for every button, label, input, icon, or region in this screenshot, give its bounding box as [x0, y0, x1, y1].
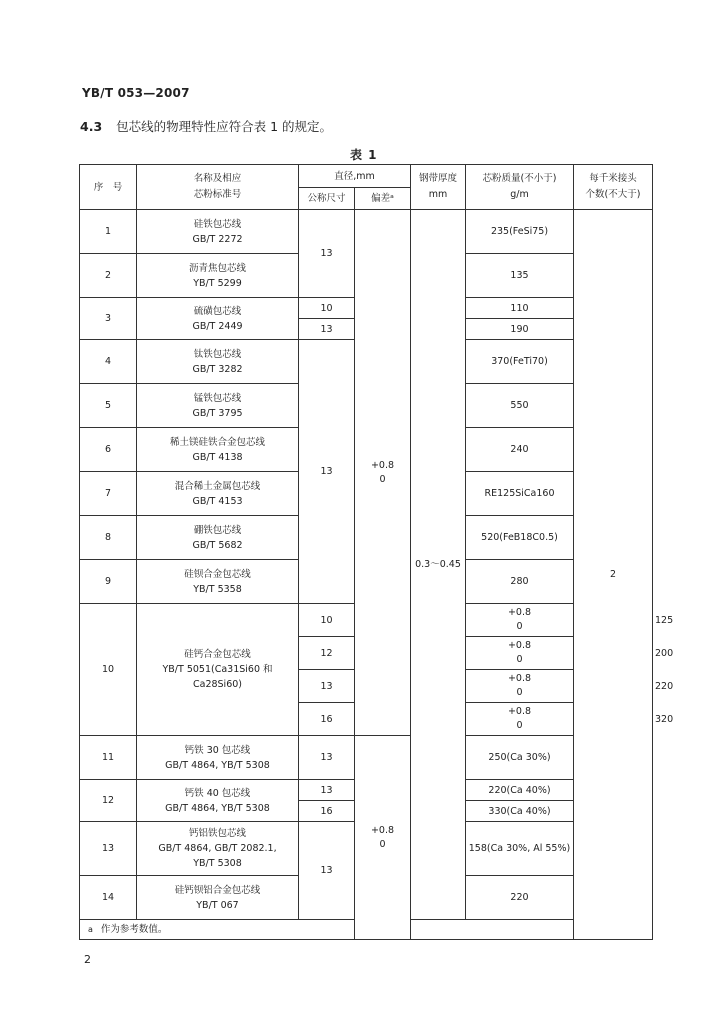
row-seq: 8	[80, 516, 137, 560]
row-name: 硅铁包芯线 GB/T 2272	[137, 210, 299, 254]
header-diameter: 直径,mm	[299, 165, 411, 188]
row-diameter: 13	[299, 822, 355, 920]
clause-body: 包芯线的物理特性应符合表 1 的规定。	[116, 119, 333, 134]
row-powder: 135	[466, 254, 574, 298]
row-diameter: 16	[299, 703, 355, 736]
row-name: 钛铁包芯线 GB/T 3282	[137, 340, 299, 384]
deviation-shared: +0.8 0	[355, 210, 411, 736]
row-name: 硫磺包芯线 GB/T 2449	[137, 298, 299, 340]
row-seq: 5	[80, 384, 137, 428]
row-powder: RE125SiCa160	[466, 472, 574, 516]
row-name: 钙铁 30 包芯线 GB/T 4864, YB/T 5308	[137, 736, 299, 780]
table-row: 12 +0.8 0 200	[80, 637, 653, 670]
row-powder: 110	[466, 298, 574, 319]
row-powder: 240	[466, 428, 574, 472]
row-powder: 280	[466, 560, 574, 604]
row-deviation: +0.8 0	[466, 670, 574, 703]
row-powder: 158(Ca 30%, Al 55%)	[466, 822, 574, 876]
row-powder: 235(FeSi75)	[466, 210, 574, 254]
header-powder: 芯粉质量(不小于) g/m	[466, 165, 574, 210]
table-footnote: a 作为参考数值。	[80, 920, 653, 940]
row-powder: 190	[466, 319, 574, 340]
row-name: 硅钙钡铝合金包芯线 YB/T 067	[137, 876, 299, 920]
row-seq: 1	[80, 210, 137, 254]
strip-thickness-shared: 0.3～0.45	[411, 210, 466, 920]
row-seq: 11	[80, 736, 137, 780]
table-row	[80, 210, 653, 254]
row-name: 硼铁包芯线 GB/T 5682	[137, 516, 299, 560]
row-diameter: 10	[299, 604, 355, 637]
row-diameter: 13	[299, 736, 355, 780]
row-diameter: 13	[299, 780, 355, 801]
row-powder: 220(Ca 40%)	[466, 780, 574, 801]
header-deviation: 偏差ᵃ	[355, 188, 411, 210]
row-name: 钙铁 40 包芯线 GB/T 4864, YB/T 5308	[137, 780, 299, 822]
page-number: 2	[84, 953, 91, 966]
row-seq: 12	[80, 780, 137, 822]
header-strip: 钢带厚度 mm	[411, 165, 466, 210]
row-diameter: 16	[299, 801, 355, 822]
row-seq: 9	[80, 560, 137, 604]
row-seq: 4	[80, 340, 137, 384]
header-nominal: 公称尺寸	[299, 188, 355, 210]
row-seq: 10	[80, 604, 137, 736]
row-deviation: +0.8 0	[466, 637, 574, 670]
row-name: 硅钡合金包芯线 YB/T 5358	[137, 560, 299, 604]
joints-shared: 2	[574, 210, 653, 940]
table-row: 10 硅钙合金包芯线 YB/T 5051(Ca31Si60 和 Ca28Si60) 10 +0.8 0 125	[80, 604, 653, 637]
row-powder: 520(FeB18C0.5)	[466, 516, 574, 560]
row-powder: 250(Ca 30%)	[466, 736, 574, 780]
row-powder: 220	[466, 876, 574, 920]
row-name: 稀土镁硅铁合金包芯线 GB/T 4138	[137, 428, 299, 472]
row-diameter: 13	[299, 210, 355, 298]
table-row	[80, 736, 653, 780]
row-seq: 2	[80, 254, 137, 298]
header-row-1	[80, 165, 653, 188]
header-name: 名称及相应 芯粉标准号	[137, 165, 299, 210]
row-powder: 370(FeTi70)	[466, 340, 574, 384]
table-title: 表 1	[350, 148, 378, 162]
row-seq: 13	[80, 822, 137, 876]
row-diameter: 12	[299, 637, 355, 670]
table-row: 16 +0.8 0 320	[80, 703, 653, 736]
row-name: 锰铁包芯线 GB/T 3795	[137, 384, 299, 428]
row-name: 沥青焦包芯线 YB/T 5299	[137, 254, 299, 298]
row-seq: 7	[80, 472, 137, 516]
row-diameter: 10	[299, 298, 355, 319]
row-diameter: 13	[299, 340, 355, 604]
header-joints: 每千米接头 个数(不大于)	[574, 165, 653, 210]
row-deviation: +0.8 0	[466, 604, 574, 637]
clause-text	[80, 117, 332, 135]
header-seq: 序 号	[80, 165, 137, 210]
footnote-row	[80, 920, 653, 940]
clause-number: 4.3	[80, 119, 103, 134]
document-code: YB/T 053—2007	[82, 86, 190, 100]
table-row: 13 +0.8 0 220	[80, 670, 653, 703]
row-powder: 550	[466, 384, 574, 428]
row-seq: 3	[80, 298, 137, 340]
row-name: 混合稀土金属包芯线 GB/T 4153	[137, 472, 299, 516]
properties-table	[79, 164, 674, 940]
row-deviation: +0.8 0	[466, 703, 574, 736]
deviation-shared-lower: +0.8 0	[355, 736, 411, 940]
row-powder: 330(Ca 40%)	[466, 801, 574, 822]
row-diameter: 13	[299, 319, 355, 340]
row-seq: 6	[80, 428, 137, 472]
row-diameter: 13	[299, 670, 355, 703]
row-seq: 14	[80, 876, 137, 920]
row-name: 钙铝铁包芯线 GB/T 4864, GB/T 2082.1, YB/T 5308	[137, 822, 299, 876]
row-name: 硅钙合金包芯线 YB/T 5051(Ca31Si60 和 Ca28Si60)	[137, 604, 299, 736]
